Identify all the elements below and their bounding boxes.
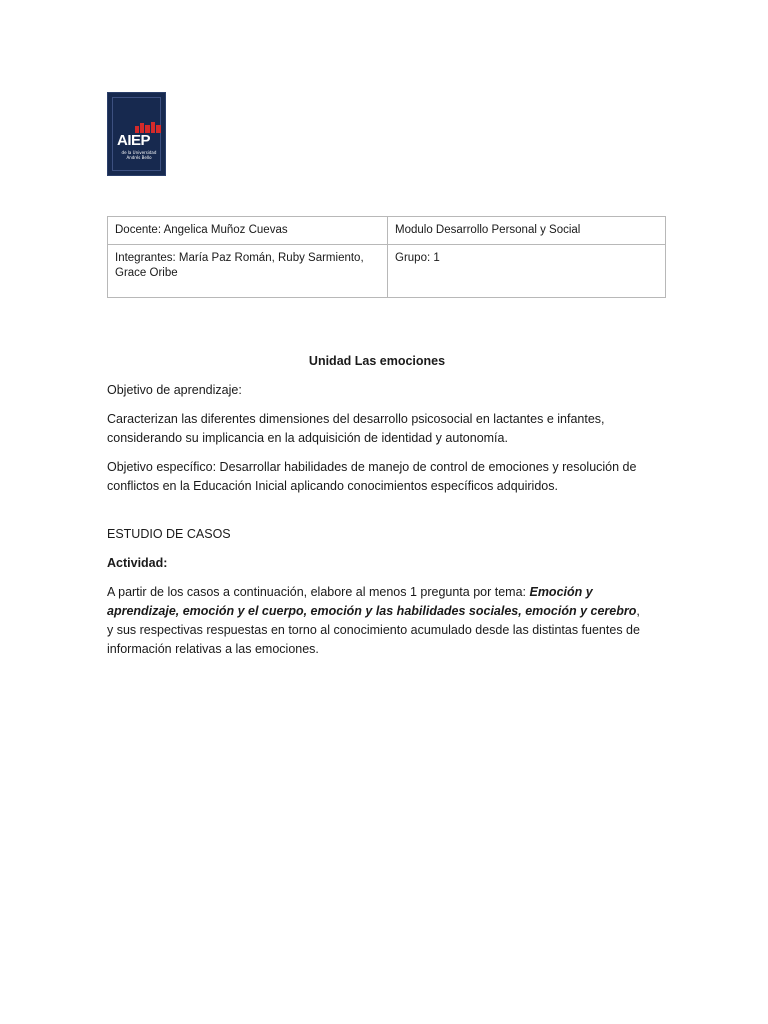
docente-cell: Docente: Angelica Muñoz Cuevas — [108, 217, 388, 245]
actividad-label: Actividad: — [107, 556, 168, 570]
unit-title: Unidad Las emociones — [308, 354, 446, 368]
estudio-casos-heading: ESTUDIO DE CASOS — [107, 527, 231, 541]
modulo-cell: Modulo Desarrollo Personal y Social — [388, 217, 666, 245]
logo-subtitle-line2: Andrés Bello — [126, 155, 152, 160]
objetivo-label: Objetivo de aprendizaje: — [107, 383, 242, 397]
spacer — [107, 506, 647, 525]
table-row — [108, 217, 666, 245]
integrantes-line1: Integrantes: María Paz Román, Ruby Sarmiento, — [115, 252, 364, 264]
actividad-intro: A partir de los casos a continuación, elabore al menos 1 pregunta por tema: — [107, 585, 530, 599]
integrantes-cell — [108, 245, 388, 298]
table-row — [108, 245, 666, 298]
info-table — [107, 216, 666, 298]
actividad-text — [107, 583, 647, 659]
actividad-outro: , y sus respectivas respuestas en torno al conocimiento acumulado desde las distintas fuentes de información relativas a las emociones. — [107, 604, 640, 656]
aiep-logo — [107, 92, 166, 176]
logo-subtitle-line1: de la Universidad — [121, 150, 157, 155]
grupo-cell: Grupo: 1 — [388, 245, 666, 298]
integrantes-line2: Grace Oribe — [115, 267, 178, 279]
objetivo-especifico: Objetivo específico: Desarrollar habilidades de manejo de control de emociones y resolución de conflictos en la Educación Inicial aplicando conocimientos específicos adquiridos. — [107, 460, 637, 493]
logo-subtitle — [117, 150, 161, 160]
document-body — [107, 352, 647, 669]
logo-brand-text: AIEP — [117, 132, 151, 149]
actividad-topics: Emoción y aprendizaje, emoción y el cuerpo, emoción y las habilidades sociales, emoción y cerebro — [107, 585, 637, 618]
objetivo-text: Caracterizan las diferentes dimensiones del desarrollo psicosocial en lactantes e infantes, considerando su implicancia en la adquisición de identidad y autonomía. — [107, 412, 605, 445]
